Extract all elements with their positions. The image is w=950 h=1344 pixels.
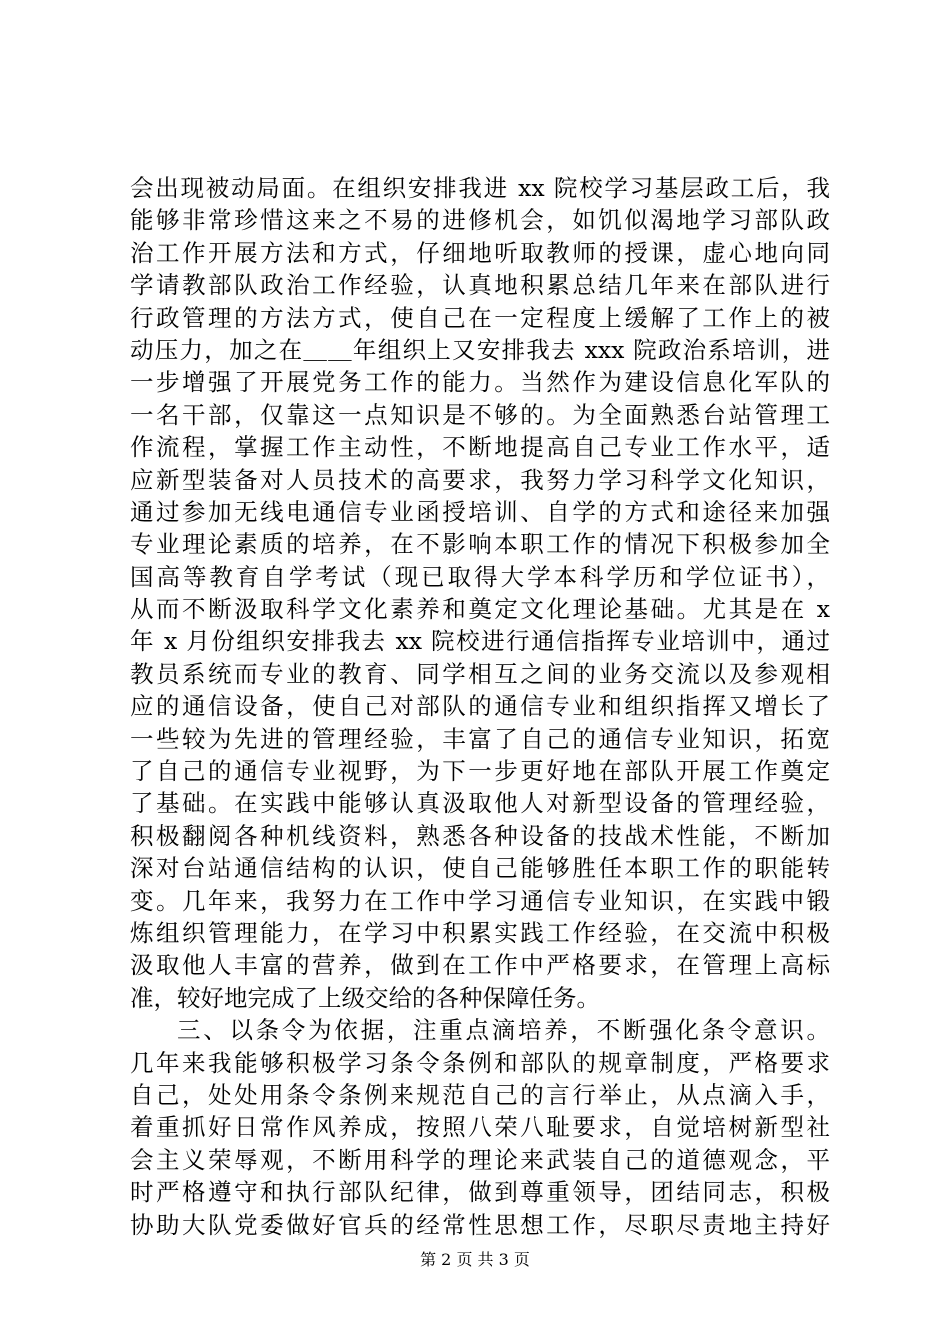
text-line: 了基础。在实践中能够认真汲取他人对新型设备的管理经验， <box>130 789 830 818</box>
text-line: 一步增强了开展党务工作的能力。当然作为建设信息化军队的 <box>130 368 830 397</box>
text-line: 几年来我能够积极学习条令条例和部队的规章制度，严格要求 <box>130 1048 830 1077</box>
text-line: 应新型装备对人员技术的高要求，我努力学习科学文化知识， <box>130 465 830 494</box>
text-line: 治工作开展方法和方式，仔细地听取教师的授课，虚心地向同 <box>130 238 830 267</box>
text-line: 时严格遵守和执行部队纪律，做到尊重领导，团结同志，积极 <box>130 1178 830 1207</box>
text-line: 协助大队党委做好官兵的经常性思想工作，尽职尽责地主持好 <box>130 1210 830 1239</box>
text-line: 汲取他人丰富的营养，做到在工作中严格要求，在管理上高标 <box>130 951 830 980</box>
text-line: 炼组织管理能力，在学习中积累实践工作经验，在交流中积极 <box>130 918 830 947</box>
text-line: 专业理论素质的培养，在不影响本职工作的情况下积极参加全 <box>130 530 830 559</box>
text-line: 会主义荣辱观，不断用科学的理论来武装自己的道德观念，平 <box>130 1145 830 1174</box>
text-line: 会出现被动局面。在组织安排我进 xx 院校学习基层政工后，我 <box>130 174 830 202</box>
text-line: 行政管理的方法方式，使自己在一定程度上缓解了工作上的被 <box>130 303 830 332</box>
text-line: 教员系统而专业的教育、同学相互之间的业务交流以及参观相 <box>130 659 830 688</box>
text-line: 变。几年来，我努力在工作中学习通信专业知识，在实践中锻 <box>130 886 830 915</box>
text-line: 从而不断汲取科学文化素养和奠定文化理论基础。尤其是在 x <box>130 595 830 624</box>
page-footer: 第 2 页 共 3 页 <box>420 1250 530 1269</box>
text-line: 一名干部，仅靠这一点知识是不够的。为全面熟悉台站管理工 <box>130 400 830 429</box>
text-line: 国高等教育自学考试（现已取得大学本科学历和学位证书）， <box>130 562 830 591</box>
text-line: 学请教部队政治工作经验，认真地积累总结几年来在部队进行 <box>130 271 830 300</box>
text-line: 一些较为先进的管理经验，丰富了自己的通信专业知识，拓宽 <box>130 724 830 753</box>
text-line: 通过参加无线电通信专业函授培训、自学的方式和途径来加强 <box>130 497 830 526</box>
text-line: 深对台站通信结构的认识，使自己能够胜任本职工作的职能转 <box>130 854 830 883</box>
body-text <box>130 172 830 1241</box>
text-line: 积极翻阅各种机线资料，熟悉各种设备的技战术性能，不断加 <box>130 821 830 850</box>
text-line: 作流程，掌握工作主动性，不断地提高自己专业工作水平，适 <box>130 433 830 462</box>
text-line: 年 x 月份组织安排我去 xx 院校进行通信指挥专业培训中，通过 <box>130 627 830 656</box>
text-line: 着重抓好日常作风养成，按照八荣八耻要求，自觉培树新型社 <box>130 1113 830 1142</box>
text-line: 动压力，加之在＿＿年组织上又安排我去 xxx 院政治系培训，进 <box>130 335 830 364</box>
text-line: 自己，处处用条令条例来规范自己的言行举止，从点滴入手， <box>130 1080 830 1109</box>
text-line: 了自己的通信专业视野，为下一步更好地在部队开展工作奠定 <box>130 757 830 786</box>
section-heading: 三、以条令为依据，注重点滴培养，不断强化条令意识。 <box>177 1016 830 1045</box>
text-line: 应的通信设备，使自己对部队的通信专业和组织指挥又增长了 <box>130 692 830 721</box>
text-line: 能够非常珍惜这来之不易的进修机会，如饥似渴地学习部队政 <box>130 206 830 235</box>
text-line: 准，较好地完成了上级交给的各种保障任务。 <box>130 983 600 1012</box>
